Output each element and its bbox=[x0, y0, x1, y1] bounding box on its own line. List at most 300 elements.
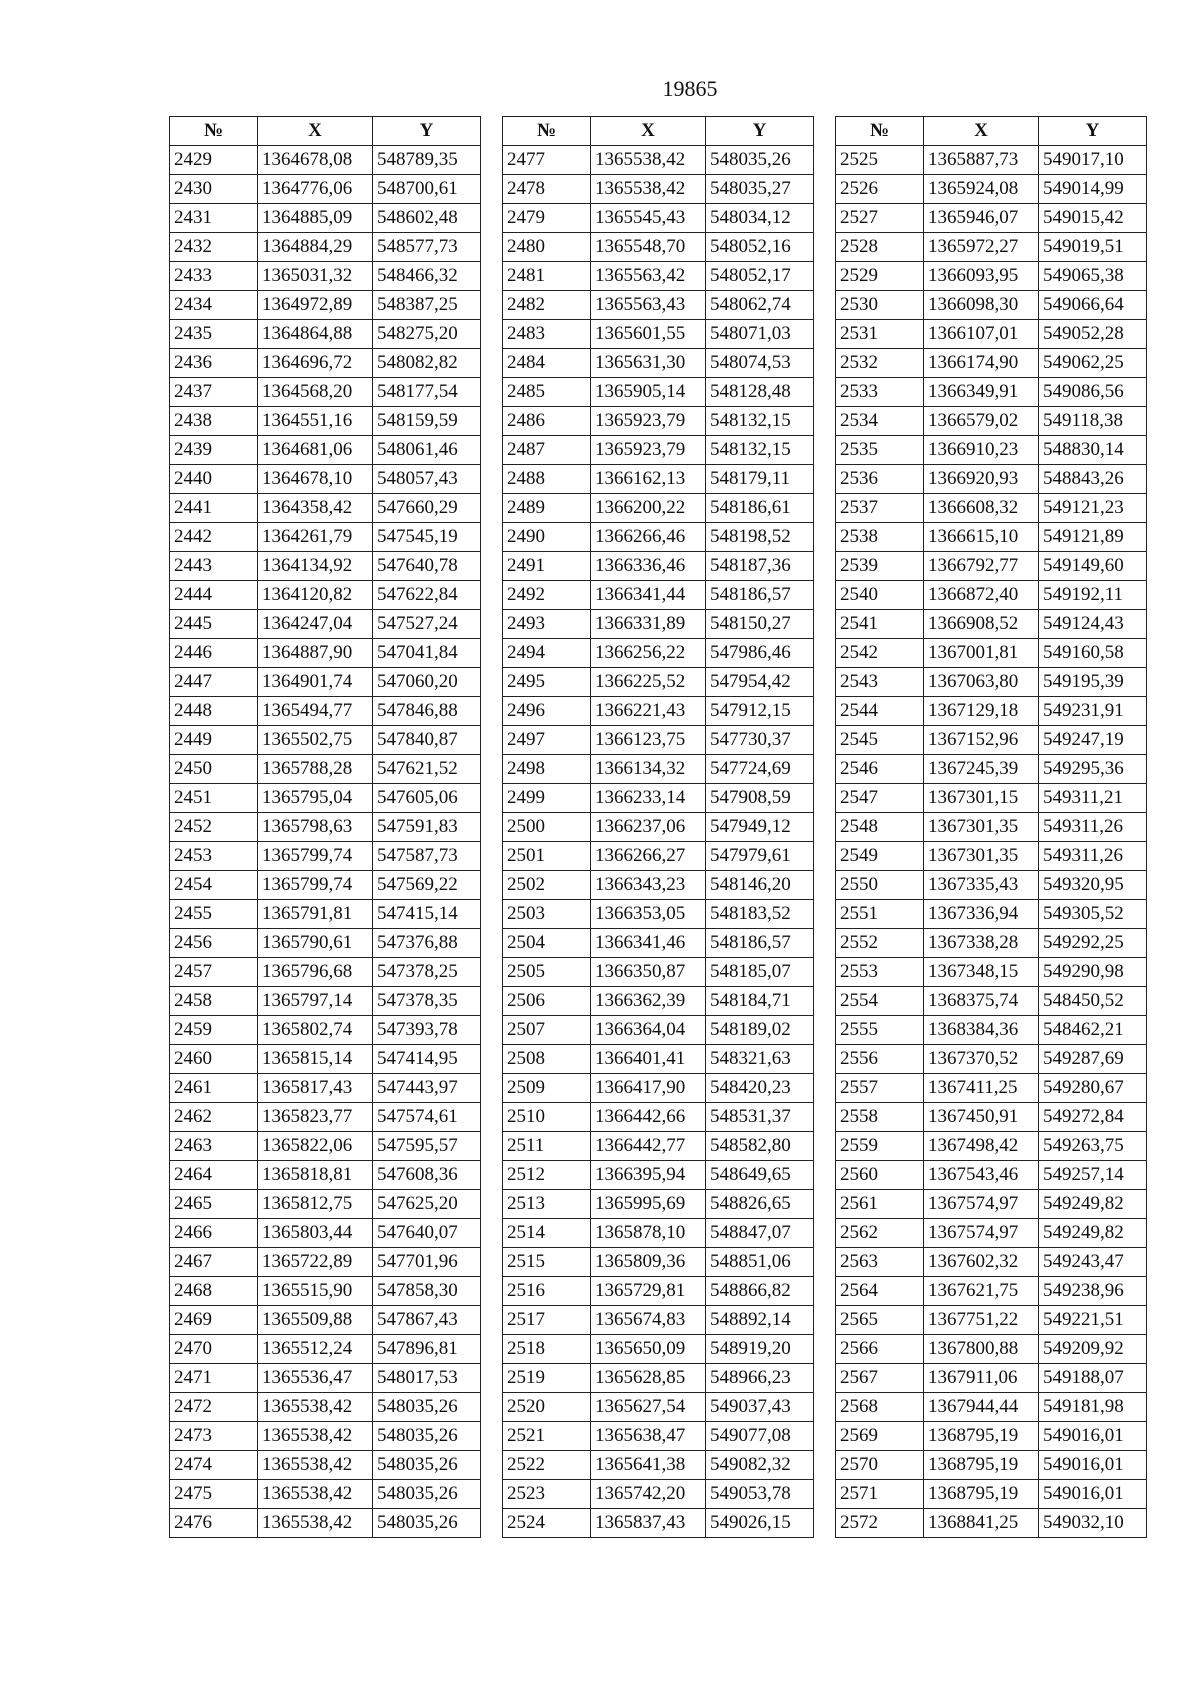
x-coordinate-cell: 1366364,04 bbox=[591, 1016, 706, 1045]
table-row bbox=[503, 987, 814, 1016]
y-coordinate-cell: 547545,19 bbox=[373, 523, 481, 552]
table-row bbox=[836, 465, 1147, 494]
table-row bbox=[170, 233, 481, 262]
x-coordinate-cell: 1365548,70 bbox=[591, 233, 706, 262]
table-row bbox=[170, 1219, 481, 1248]
point-number-cell: 2455 bbox=[170, 900, 258, 929]
point-number-cell: 2488 bbox=[503, 465, 591, 494]
x-coordinate-cell: 1368841,25 bbox=[924, 1509, 1039, 1538]
y-coordinate-cell: 549231,91 bbox=[1039, 697, 1147, 726]
y-coordinate-cell: 549121,23 bbox=[1039, 494, 1147, 523]
y-coordinate-cell: 548184,71 bbox=[706, 987, 814, 1016]
x-coordinate-cell: 1367338,28 bbox=[924, 929, 1039, 958]
y-coordinate-cell: 548602,48 bbox=[373, 204, 481, 233]
point-number-cell: 2438 bbox=[170, 407, 258, 436]
table-row bbox=[836, 262, 1147, 291]
point-number-cell: 2564 bbox=[836, 1277, 924, 1306]
point-number-cell: 2466 bbox=[170, 1219, 258, 1248]
y-coordinate-cell: 548866,82 bbox=[706, 1277, 814, 1306]
table-row bbox=[503, 958, 814, 987]
page-number: 19865 bbox=[662, 76, 718, 101]
x-coordinate-cell: 1365638,47 bbox=[591, 1422, 706, 1451]
x-coordinate-cell: 1366266,27 bbox=[591, 842, 706, 871]
y-coordinate-cell: 548150,27 bbox=[706, 610, 814, 639]
table-row bbox=[836, 320, 1147, 349]
point-number-cell: 2500 bbox=[503, 813, 591, 842]
point-number-cell: 2499 bbox=[503, 784, 591, 813]
y-coordinate-cell: 549280,67 bbox=[1039, 1074, 1147, 1103]
table-row bbox=[836, 1190, 1147, 1219]
y-coordinate-cell: 548892,14 bbox=[706, 1306, 814, 1335]
point-number-cell: 2528 bbox=[836, 233, 924, 262]
header-x: X bbox=[258, 117, 373, 146]
y-coordinate-cell: 548179,11 bbox=[706, 465, 814, 494]
x-coordinate-cell: 1365972,27 bbox=[924, 233, 1039, 262]
table-row bbox=[836, 407, 1147, 436]
point-number-cell: 2471 bbox=[170, 1364, 258, 1393]
point-number-cell: 2542 bbox=[836, 639, 924, 668]
y-coordinate-cell: 548321,63 bbox=[706, 1045, 814, 1074]
table-row bbox=[170, 1161, 481, 1190]
table-body bbox=[836, 146, 1147, 1538]
y-coordinate-cell: 547896,81 bbox=[373, 1335, 481, 1364]
point-number-cell: 2505 bbox=[503, 958, 591, 987]
point-number-cell: 2556 bbox=[836, 1045, 924, 1074]
x-coordinate-cell: 1365803,44 bbox=[258, 1219, 373, 1248]
x-coordinate-cell: 1367301,35 bbox=[924, 842, 1039, 871]
y-coordinate-cell: 548035,26 bbox=[373, 1393, 481, 1422]
table-row bbox=[503, 900, 814, 929]
x-coordinate-cell: 1366221,43 bbox=[591, 697, 706, 726]
point-number-cell: 2469 bbox=[170, 1306, 258, 1335]
x-coordinate-cell: 1365631,30 bbox=[591, 349, 706, 378]
y-coordinate-cell: 547621,52 bbox=[373, 755, 481, 784]
x-coordinate-cell: 1366343,23 bbox=[591, 871, 706, 900]
x-coordinate-cell: 1366349,91 bbox=[924, 378, 1039, 407]
x-coordinate-cell: 1366093,95 bbox=[924, 262, 1039, 291]
table-row bbox=[170, 726, 481, 755]
table-row bbox=[503, 175, 814, 204]
x-coordinate-cell: 1365509,88 bbox=[258, 1306, 373, 1335]
x-coordinate-cell: 1364678,10 bbox=[258, 465, 373, 494]
point-number-cell: 2480 bbox=[503, 233, 591, 262]
y-coordinate-cell: 549188,07 bbox=[1039, 1364, 1147, 1393]
y-coordinate-cell: 547730,37 bbox=[706, 726, 814, 755]
x-coordinate-cell: 1365923,79 bbox=[591, 407, 706, 436]
table-row bbox=[503, 1480, 814, 1509]
x-coordinate-cell: 1366908,52 bbox=[924, 610, 1039, 639]
y-coordinate-cell: 548789,35 bbox=[373, 146, 481, 175]
table-row bbox=[836, 291, 1147, 320]
point-number-cell: 2449 bbox=[170, 726, 258, 755]
table-row bbox=[503, 581, 814, 610]
point-number-cell: 2473 bbox=[170, 1422, 258, 1451]
table-row bbox=[170, 639, 481, 668]
table-row bbox=[836, 378, 1147, 407]
table-row bbox=[503, 349, 814, 378]
point-number-cell: 2461 bbox=[170, 1074, 258, 1103]
y-coordinate-cell: 549032,10 bbox=[1039, 1509, 1147, 1538]
point-number-cell: 2558 bbox=[836, 1103, 924, 1132]
point-number-cell: 2526 bbox=[836, 175, 924, 204]
y-coordinate-cell: 548052,17 bbox=[706, 262, 814, 291]
point-number-cell: 2533 bbox=[836, 378, 924, 407]
table-row bbox=[836, 755, 1147, 784]
table-row bbox=[836, 1306, 1147, 1335]
table-row bbox=[170, 1335, 481, 1364]
table-row bbox=[836, 1103, 1147, 1132]
point-number-cell: 2514 bbox=[503, 1219, 591, 1248]
y-coordinate-cell: 549247,19 bbox=[1039, 726, 1147, 755]
table-row bbox=[170, 291, 481, 320]
x-coordinate-cell: 1364134,92 bbox=[258, 552, 373, 581]
point-number-cell: 2531 bbox=[836, 320, 924, 349]
point-number-cell: 2439 bbox=[170, 436, 258, 465]
y-coordinate-cell: 549305,52 bbox=[1039, 900, 1147, 929]
x-coordinate-cell: 1367602,32 bbox=[924, 1248, 1039, 1277]
table-row bbox=[503, 1306, 814, 1335]
point-number-cell: 2430 bbox=[170, 175, 258, 204]
x-coordinate-cell: 1366225,52 bbox=[591, 668, 706, 697]
y-coordinate-cell: 548919,20 bbox=[706, 1335, 814, 1364]
x-coordinate-cell: 1366174,90 bbox=[924, 349, 1039, 378]
y-coordinate-cell: 549037,43 bbox=[706, 1393, 814, 1422]
point-number-cell: 2569 bbox=[836, 1422, 924, 1451]
x-coordinate-cell: 1364247,04 bbox=[258, 610, 373, 639]
point-number-cell: 2445 bbox=[170, 610, 258, 639]
y-coordinate-cell: 548128,48 bbox=[706, 378, 814, 407]
point-number-cell: 2432 bbox=[170, 233, 258, 262]
x-coordinate-cell: 1365791,81 bbox=[258, 900, 373, 929]
point-number-cell: 2462 bbox=[170, 1103, 258, 1132]
y-coordinate-cell: 549016,01 bbox=[1039, 1451, 1147, 1480]
table-row bbox=[503, 726, 814, 755]
point-number-cell: 2443 bbox=[170, 552, 258, 581]
table-row bbox=[836, 146, 1147, 175]
y-coordinate-cell: 549257,14 bbox=[1039, 1161, 1147, 1190]
x-coordinate-cell: 1365563,42 bbox=[591, 262, 706, 291]
point-number-cell: 2491 bbox=[503, 552, 591, 581]
x-coordinate-cell: 1365802,74 bbox=[258, 1016, 373, 1045]
y-coordinate-cell: 549016,01 bbox=[1039, 1480, 1147, 1509]
point-number-cell: 2521 bbox=[503, 1422, 591, 1451]
x-coordinate-cell: 1365628,85 bbox=[591, 1364, 706, 1393]
table-row bbox=[503, 1045, 814, 1074]
y-coordinate-cell: 547569,22 bbox=[373, 871, 481, 900]
y-coordinate-cell: 549311,21 bbox=[1039, 784, 1147, 813]
y-coordinate-cell: 549192,11 bbox=[1039, 581, 1147, 610]
table-body bbox=[170, 146, 481, 1538]
y-coordinate-cell: 549016,01 bbox=[1039, 1422, 1147, 1451]
y-coordinate-cell: 547378,25 bbox=[373, 958, 481, 987]
x-coordinate-cell: 1365905,14 bbox=[591, 378, 706, 407]
x-coordinate-cell: 1364568,20 bbox=[258, 378, 373, 407]
table-row bbox=[170, 755, 481, 784]
y-coordinate-cell: 547949,12 bbox=[706, 813, 814, 842]
x-coordinate-cell: 1367498,42 bbox=[924, 1132, 1039, 1161]
x-coordinate-cell: 1365031,32 bbox=[258, 262, 373, 291]
x-coordinate-cell: 1365812,75 bbox=[258, 1190, 373, 1219]
point-number-cell: 2512 bbox=[503, 1161, 591, 1190]
y-coordinate-cell: 548052,16 bbox=[706, 233, 814, 262]
point-number-cell: 2568 bbox=[836, 1393, 924, 1422]
x-coordinate-cell: 1365822,06 bbox=[258, 1132, 373, 1161]
table-row bbox=[503, 1451, 814, 1480]
x-coordinate-cell: 1366237,06 bbox=[591, 813, 706, 842]
point-number-cell: 2550 bbox=[836, 871, 924, 900]
x-coordinate-cell: 1367370,52 bbox=[924, 1045, 1039, 1074]
table-row bbox=[170, 1364, 481, 1393]
table-row bbox=[503, 291, 814, 320]
x-coordinate-cell: 1365538,42 bbox=[258, 1451, 373, 1480]
y-coordinate-cell: 548582,80 bbox=[706, 1132, 814, 1161]
x-coordinate-cell: 1365536,47 bbox=[258, 1364, 373, 1393]
table-row bbox=[170, 1509, 481, 1538]
table-row bbox=[170, 1277, 481, 1306]
y-coordinate-cell: 547376,88 bbox=[373, 929, 481, 958]
point-number-cell: 2483 bbox=[503, 320, 591, 349]
y-coordinate-cell: 548189,02 bbox=[706, 1016, 814, 1045]
point-number-cell: 2492 bbox=[503, 581, 591, 610]
point-number-cell: 2539 bbox=[836, 552, 924, 581]
x-coordinate-cell: 1365946,07 bbox=[924, 204, 1039, 233]
y-coordinate-cell: 548074,53 bbox=[706, 349, 814, 378]
point-number-cell: 2560 bbox=[836, 1161, 924, 1190]
table-row bbox=[503, 1422, 814, 1451]
point-number-cell: 2458 bbox=[170, 987, 258, 1016]
y-coordinate-cell: 547415,14 bbox=[373, 900, 481, 929]
table-row bbox=[170, 1422, 481, 1451]
x-coordinate-cell: 1364120,82 bbox=[258, 581, 373, 610]
x-coordinate-cell: 1367911,06 bbox=[924, 1364, 1039, 1393]
x-coordinate-cell: 1367543,46 bbox=[924, 1161, 1039, 1190]
y-coordinate-cell: 547041,84 bbox=[373, 639, 481, 668]
point-number-cell: 2563 bbox=[836, 1248, 924, 1277]
y-coordinate-cell: 547908,59 bbox=[706, 784, 814, 813]
x-coordinate-cell: 1364261,79 bbox=[258, 523, 373, 552]
table-row bbox=[170, 958, 481, 987]
point-number-cell: 2476 bbox=[170, 1509, 258, 1538]
y-coordinate-cell: 549026,15 bbox=[706, 1509, 814, 1538]
y-coordinate-cell: 549149,60 bbox=[1039, 552, 1147, 581]
y-coordinate-cell: 548035,26 bbox=[373, 1451, 481, 1480]
table-row bbox=[503, 871, 814, 900]
x-coordinate-cell: 1367751,22 bbox=[924, 1306, 1039, 1335]
y-coordinate-cell: 548034,12 bbox=[706, 204, 814, 233]
table-row bbox=[836, 204, 1147, 233]
point-number-cell: 2536 bbox=[836, 465, 924, 494]
point-number-cell: 2522 bbox=[503, 1451, 591, 1480]
x-coordinate-cell: 1367245,39 bbox=[924, 755, 1039, 784]
point-number-cell: 2548 bbox=[836, 813, 924, 842]
x-coordinate-cell: 1366341,44 bbox=[591, 581, 706, 610]
table-row bbox=[170, 813, 481, 842]
header-number: № bbox=[170, 117, 258, 146]
point-number-cell: 2511 bbox=[503, 1132, 591, 1161]
y-coordinate-cell: 548851,06 bbox=[706, 1248, 814, 1277]
point-number-cell: 2440 bbox=[170, 465, 258, 494]
point-number-cell: 2508 bbox=[503, 1045, 591, 1074]
coordinates-table-1 bbox=[169, 116, 481, 1538]
y-coordinate-cell: 549066,64 bbox=[1039, 291, 1147, 320]
y-coordinate-cell: 548187,36 bbox=[706, 552, 814, 581]
point-number-cell: 2452 bbox=[170, 813, 258, 842]
y-coordinate-cell: 549195,39 bbox=[1039, 668, 1147, 697]
x-coordinate-cell: 1367621,75 bbox=[924, 1277, 1039, 1306]
y-coordinate-cell: 547640,07 bbox=[373, 1219, 481, 1248]
x-coordinate-cell: 1365538,42 bbox=[258, 1422, 373, 1451]
x-coordinate-cell: 1365538,42 bbox=[591, 146, 706, 175]
table-row bbox=[503, 784, 814, 813]
y-coordinate-cell: 548146,20 bbox=[706, 871, 814, 900]
point-number-cell: 2555 bbox=[836, 1016, 924, 1045]
table-row bbox=[836, 1422, 1147, 1451]
y-coordinate-cell: 547640,78 bbox=[373, 552, 481, 581]
y-coordinate-cell: 548700,61 bbox=[373, 175, 481, 204]
y-coordinate-cell: 547625,20 bbox=[373, 1190, 481, 1219]
x-coordinate-cell: 1365799,74 bbox=[258, 871, 373, 900]
y-coordinate-cell: 547393,78 bbox=[373, 1016, 481, 1045]
table-row bbox=[170, 871, 481, 900]
table-row bbox=[503, 1393, 814, 1422]
point-number-cell: 2566 bbox=[836, 1335, 924, 1364]
point-number-cell: 2537 bbox=[836, 494, 924, 523]
table-row bbox=[836, 871, 1147, 900]
table-row bbox=[503, 1219, 814, 1248]
x-coordinate-cell: 1365494,77 bbox=[258, 697, 373, 726]
table-row bbox=[170, 407, 481, 436]
table-row bbox=[170, 697, 481, 726]
point-number-cell: 2565 bbox=[836, 1306, 924, 1335]
point-number-cell: 2532 bbox=[836, 349, 924, 378]
table-row bbox=[503, 262, 814, 291]
table-row bbox=[836, 1161, 1147, 1190]
table-row bbox=[836, 233, 1147, 262]
table-row bbox=[836, 668, 1147, 697]
y-coordinate-cell: 549065,38 bbox=[1039, 262, 1147, 291]
x-coordinate-cell: 1364901,74 bbox=[258, 668, 373, 697]
point-number-cell: 2437 bbox=[170, 378, 258, 407]
table-row bbox=[503, 610, 814, 639]
header-x: X bbox=[591, 117, 706, 146]
point-number-cell: 2543 bbox=[836, 668, 924, 697]
y-coordinate-cell: 547414,95 bbox=[373, 1045, 481, 1074]
x-coordinate-cell: 1367944,44 bbox=[924, 1393, 1039, 1422]
x-coordinate-cell: 1368375,74 bbox=[924, 987, 1039, 1016]
point-number-cell: 2436 bbox=[170, 349, 258, 378]
x-coordinate-cell: 1367574,97 bbox=[924, 1219, 1039, 1248]
table-row bbox=[836, 1364, 1147, 1393]
header-x: X bbox=[924, 117, 1039, 146]
point-number-cell: 2544 bbox=[836, 697, 924, 726]
y-coordinate-cell: 548826,65 bbox=[706, 1190, 814, 1219]
point-number-cell: 2431 bbox=[170, 204, 258, 233]
x-coordinate-cell: 1364972,89 bbox=[258, 291, 373, 320]
table-row bbox=[503, 465, 814, 494]
y-coordinate-cell: 547527,24 bbox=[373, 610, 481, 639]
y-coordinate-cell: 547591,83 bbox=[373, 813, 481, 842]
table-row bbox=[836, 523, 1147, 552]
table-row bbox=[503, 929, 814, 958]
point-number-cell: 2444 bbox=[170, 581, 258, 610]
point-number-cell: 2468 bbox=[170, 1277, 258, 1306]
point-number-cell: 2453 bbox=[170, 842, 258, 871]
x-coordinate-cell: 1364696,72 bbox=[258, 349, 373, 378]
table-row bbox=[503, 494, 814, 523]
x-coordinate-cell: 1364358,42 bbox=[258, 494, 373, 523]
coordinates-table-2 bbox=[502, 116, 814, 1538]
y-coordinate-cell: 549249,82 bbox=[1039, 1190, 1147, 1219]
point-number-cell: 2482 bbox=[503, 291, 591, 320]
x-coordinate-cell: 1365817,43 bbox=[258, 1074, 373, 1103]
y-coordinate-cell: 549209,92 bbox=[1039, 1335, 1147, 1364]
y-coordinate-cell: 548186,61 bbox=[706, 494, 814, 523]
x-coordinate-cell: 1365818,81 bbox=[258, 1161, 373, 1190]
point-number-cell: 2534 bbox=[836, 407, 924, 436]
x-coordinate-cell: 1365545,43 bbox=[591, 204, 706, 233]
y-coordinate-cell: 548132,15 bbox=[706, 436, 814, 465]
y-coordinate-cell: 549086,56 bbox=[1039, 378, 1147, 407]
x-coordinate-cell: 1366401,41 bbox=[591, 1045, 706, 1074]
y-coordinate-cell: 547724,69 bbox=[706, 755, 814, 784]
table-row bbox=[836, 1219, 1147, 1248]
y-coordinate-cell: 548843,26 bbox=[1039, 465, 1147, 494]
y-coordinate-cell: 548186,57 bbox=[706, 581, 814, 610]
y-coordinate-cell: 548061,46 bbox=[373, 436, 481, 465]
x-coordinate-cell: 1365823,77 bbox=[258, 1103, 373, 1132]
y-coordinate-cell: 548035,26 bbox=[373, 1480, 481, 1509]
y-coordinate-cell: 547979,61 bbox=[706, 842, 814, 871]
point-number-cell: 2442 bbox=[170, 523, 258, 552]
table-header-row bbox=[170, 117, 481, 146]
table-row bbox=[503, 1161, 814, 1190]
y-coordinate-cell: 548035,26 bbox=[373, 1422, 481, 1451]
point-number-cell: 2463 bbox=[170, 1132, 258, 1161]
table-row bbox=[836, 1277, 1147, 1306]
point-number-cell: 2501 bbox=[503, 842, 591, 871]
table-row bbox=[503, 204, 814, 233]
x-coordinate-cell: 1367800,88 bbox=[924, 1335, 1039, 1364]
x-coordinate-cell: 1365788,28 bbox=[258, 755, 373, 784]
table-row bbox=[170, 204, 481, 233]
x-coordinate-cell: 1366417,90 bbox=[591, 1074, 706, 1103]
x-coordinate-cell: 1365538,42 bbox=[258, 1480, 373, 1509]
y-coordinate-cell: 549292,25 bbox=[1039, 929, 1147, 958]
table-row bbox=[170, 1480, 481, 1509]
table-row bbox=[836, 1509, 1147, 1538]
point-number-cell: 2447 bbox=[170, 668, 258, 697]
x-coordinate-cell: 1366442,66 bbox=[591, 1103, 706, 1132]
table-row bbox=[170, 987, 481, 1016]
x-coordinate-cell: 1366098,30 bbox=[924, 291, 1039, 320]
point-number-cell: 2467 bbox=[170, 1248, 258, 1277]
y-coordinate-cell: 549249,82 bbox=[1039, 1219, 1147, 1248]
point-number-cell: 2516 bbox=[503, 1277, 591, 1306]
x-coordinate-cell: 1365815,14 bbox=[258, 1045, 373, 1074]
point-number-cell: 2502 bbox=[503, 871, 591, 900]
table-row bbox=[170, 581, 481, 610]
table-row bbox=[170, 465, 481, 494]
x-coordinate-cell: 1364678,08 bbox=[258, 146, 373, 175]
x-coordinate-cell: 1368384,36 bbox=[924, 1016, 1039, 1045]
table-row bbox=[503, 1016, 814, 1045]
x-coordinate-cell: 1365790,61 bbox=[258, 929, 373, 958]
y-coordinate-cell: 549221,51 bbox=[1039, 1306, 1147, 1335]
y-coordinate-cell: 548577,73 bbox=[373, 233, 481, 262]
table-row bbox=[170, 494, 481, 523]
x-coordinate-cell: 1366920,93 bbox=[924, 465, 1039, 494]
point-number-cell: 2562 bbox=[836, 1219, 924, 1248]
